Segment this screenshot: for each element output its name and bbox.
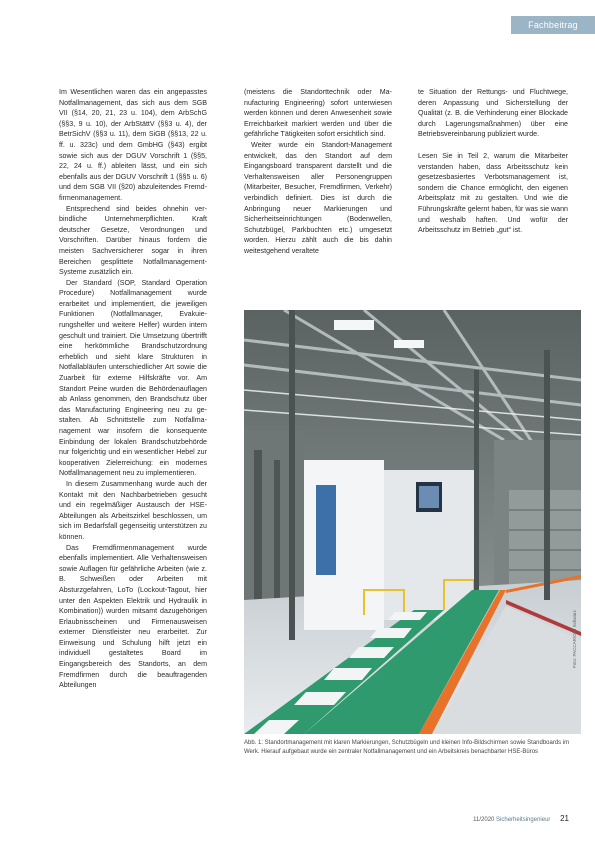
text-column-2 bbox=[244, 87, 392, 257]
text-column-3 bbox=[418, 87, 568, 236]
page-footer bbox=[473, 814, 569, 823]
photo-credit: Foto: PACCAR/Olaf Schwarz bbox=[572, 610, 577, 668]
paragraph: Das Fremdfirmenmanagement wurde ebenfalls implementiert. Alle Verhaltensweisen sowie Auflagen für gefährliche Arbeiten (wie z. B. Schweißen oder Arbeiten mit Absturzgefahren, LoTo (Lockout-Tagout, hier unter den Aspekten Elektrik und Hydraulik in Kombination)) wurden mitsamt dazugehörigen Erlaubnisscheinen und Firmenausweisen externer Dienstleister neu erarbeitet. Zur Einweisung und Schulung hilft jetzt ein individuell gestaltetes Board im Eingangsbereich des Standorts, an dem Fremdfirmen durch die beauftragenden Abteilungen bbox=[59, 543, 207, 690]
paragraph: te Situation der Rettungs- und Fluchtwege, deren Anpassung und Sicherstellung der Qualität (z. B. die Verhinderung einer Blockade durch Lagerungsmaßnahmen) über eine Betriebsvereinbarung publiziert wurde. bbox=[418, 88, 568, 139]
paragraph: (meistens die Standorttechnik oder Manufacturing Engineering) sofort unterwiesen werden können und deren Anwesenheit sowie Erreichbarkeit markiert werden und über die gefährliche Tätigkeiten sofort ersichtlich sind. bbox=[244, 88, 392, 139]
ceiling-light bbox=[394, 340, 424, 348]
paragraph: Lesen Sie in Teil 2, warum die Mitarbeiter verstanden haben, dass Arbeitsschutz kein gesetzesbasiertes Verbotsmanagement ist, sondern die Chance ermöglicht, den eigenen Arbeitsplatz mit zu gestalten. Und wie die Führungskräfte gelernt haben, für was sie wann und weshalb haften. Und wofür der Arbeitsschutz im Betrieb „gut“ ist. bbox=[418, 151, 568, 235]
info-board bbox=[316, 485, 336, 575]
paragraph: Weiter wurde ein Standort-Management entwickelt, das den Standort auf dem Eingangsboard transparent darstellt und die Verhaltensweisen aller Personengruppen (Mitarbeiter, Besucher, Fremdfirmen, Verkehr) verbindlich definiert. Dies ist durch die Anbringung neuer Markierungen und Sicherheitseinrichtungen (Bodenwellen, Schutzbügel, Parkbuchten etc.) umgesetzt worden. Hierzu zählt auch die bis dahin weitestgehend veraltete bbox=[244, 140, 392, 255]
figure-caption: Abb. 1: Standortmanagement mit klaren Markierungen, Schutzbügeln und kleinen Info-Bildschirmen sowie Standboards im Werk. Hierauf aufgebaut wurde ein zentraler Notfallmanagement und ein Arbeitskreis benachbarter HSE-Büros bbox=[244, 740, 570, 755]
factory-hall-photo bbox=[244, 310, 581, 734]
pillar bbox=[544, 350, 550, 600]
text-column-1 bbox=[59, 87, 207, 691]
pillar bbox=[289, 310, 295, 640]
section-label: Fachbeitrag bbox=[511, 16, 595, 34]
publication-name: Sicherheitsingenieur bbox=[496, 817, 551, 823]
paragraph: Im Wesentlichen waren das ein angepasstes Notfallmanagement, das sich aus dem SGB VII (§14, 20, 21, 23 u. 104), dem ArbSchG (§§3, 9 u. 10), der ArbStättV (§§3 u. 4), der BetrSichV (§§3 u. 11), dem SiGB (§§13, 22 u. ff. u. 323c) und dem GmbHG (§43) ergibt sowie sich aus der DGUV Vorschrift 1 (§§5, 22, 24 u. ff.) ableiten lässt, und ein sich ebenfalls aus der DGUV Vorschrift 1 (§§5 u. 6) und dem SGB VII (§20) abzuleitendes Fremdfirmenmanagement. bbox=[59, 88, 207, 202]
paragraph: In diesem Zusammenhang wurde auch der Kontakt mit den Nachbarbetrieben gesucht und ein regelmäßiger Austausch der HSE-Abteilungen als Arbeitszirkel beschlossen, um sich im Bedarfsfall gegenseitig unterstützen zu können. bbox=[59, 479, 207, 541]
issue-number: 11/2020 bbox=[473, 817, 495, 823]
ceiling-light bbox=[334, 320, 374, 330]
page-number: 21 bbox=[560, 814, 569, 823]
paragraph: Der Standard (SOP, Standard Operation Procedure) Notfallmanagement wurde erarbeitet und implementiert, die jeweiligen Funktionen (Notfallmanager, Evakuierungshelfer und weitere Helfer) wurden intern geschult und trainiert. Die Umsetzung übertrifft eine herkömmliche Brandschutzordnung erheblich und sieht klare Strukturen in Notfallabläufen unterschiedlicher Art sowie die Zuarbeit für externe Hilfskräfte vor. Am Standort Peine wurden die Behördenauflagen ab Anlass genommen, den Brandschutz über das Manufacturing Engineering neu zu gestalten. Ab Schnittstelle zum Notfallmanagement war insofern die konsequente Einbindung der lokalen Brandschutzbehörde nur folgerichtig und ein wesentlicher Hebel zur kooperativen Zielerreichung: ein modernes Notfallmanagement neu zu implementieren. bbox=[59, 278, 207, 478]
factory-illustration bbox=[244, 310, 581, 734]
pillar bbox=[474, 370, 479, 590]
paragraph: Entsprechend sind beides ohnehin verbindliche Unternehmerpflichten. Kraft deutscher Gesetze, Verordnungen und Vorschriften. Darüber hinaus fordern die meisten Sachversicherer sogar in ihren Bereichen gesplittete Notfallmanagement-Systeme zusätzlich ein. bbox=[59, 204, 207, 277]
